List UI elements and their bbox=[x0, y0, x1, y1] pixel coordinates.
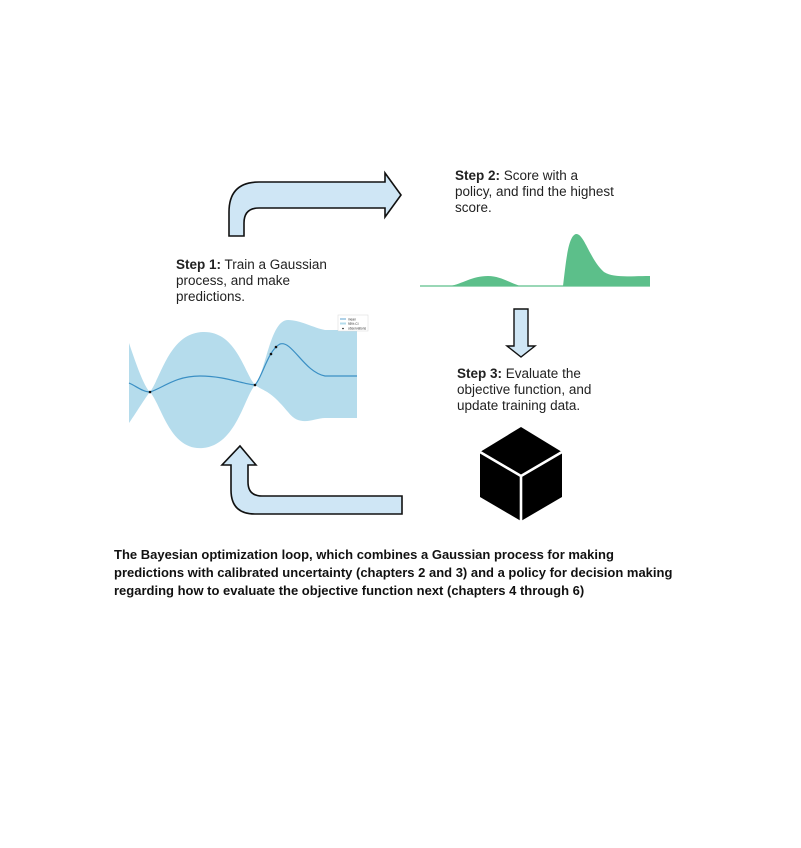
gp-legend-ci: 95% CI bbox=[348, 322, 359, 326]
gp-observation bbox=[275, 346, 278, 349]
curved-arrow-right-icon bbox=[229, 173, 401, 236]
gp-observation bbox=[270, 353, 273, 356]
gp-legend bbox=[338, 315, 368, 331]
gp-observation bbox=[254, 384, 257, 387]
gp-observation bbox=[149, 391, 152, 394]
figure-caption: The Bayesian optimization loop, which combines a Gaussian process for making predictions with calibrated uncertainty (chapters 2 and 3) and a policy for decision making regarding how to evaluate the objective function next (chapters 4 through 6) bbox=[114, 547, 673, 598]
step3-label: Step 3: bbox=[457, 366, 503, 381]
step2-label: Step 2: bbox=[455, 168, 501, 183]
down-arrow-icon bbox=[507, 309, 535, 357]
step2-description: Score with a policy, and find the highest score. bbox=[455, 168, 614, 215]
gp-legend-mean: mean bbox=[348, 317, 356, 322]
policy-plot bbox=[420, 234, 650, 286]
gp-legend-observations: observations bbox=[348, 326, 367, 331]
cube-icon bbox=[480, 427, 562, 521]
step1-label: Step 1: bbox=[176, 257, 222, 272]
curved-arrow-up-icon bbox=[222, 446, 402, 514]
policy-score-area bbox=[420, 234, 650, 286]
step3-description: Evaluate the objective function, and update training data. bbox=[457, 366, 592, 413]
gp-plot bbox=[129, 315, 368, 448]
step1-description: Train a Gaussian process, and make predictions. bbox=[176, 257, 327, 304]
